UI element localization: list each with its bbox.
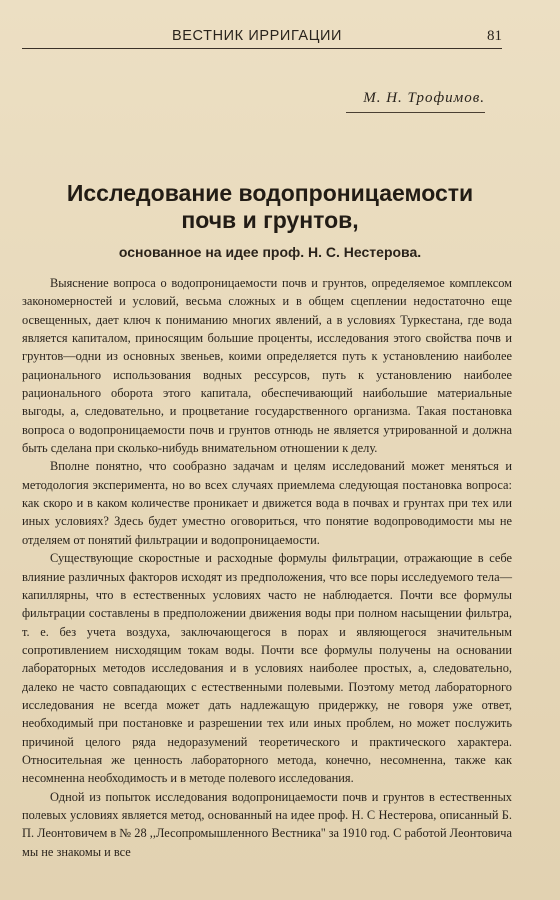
paragraph: Выяснение вопроса о водопроницаемости почв и грунтов, определяемое комплексом закономерностей и условий, весьма сложных и в общем сцеплении недостаточно еще освещенных, дает ключ к пониманию многих явлений, а в условиях Туркестана, где вода является капиталом, приносящим большие проценты, исследования этого свойства почв и грунтов—одни из основных звеньев, коими определяется путь к установлению наиболее рационального использования водных рессурсов, путь к установлению наиболее рационального оборота этого капитала, обеспечивающий наибольшие материальные выгоды, а, следовательно, и процветание государственного организма. Такая постановка вопроса о водопроницаемости почв и грунтов отнюдь не является утрированной и должна быть сделана при сколько-нибудь внимательном отношении к делу.: [22, 276, 512, 456]
article-title: [20, 180, 520, 234]
article-subtitle: основанное на идее проф. Н. С. Нестерова.: [118, 244, 422, 260]
title-line-1: Исследование водопроницаемости: [66, 180, 474, 206]
page-number: 81: [487, 28, 502, 44]
paragraph: Одной из попыток исследования водопроницаемости почв и грунтов в естественных полевых условиях является метод, основанный на идее проф. Н. С Нестерова, описанный Б. П. Леонтовичем в № 28 ,,Лесопромышленного Вестника'' за 1910 год. С работой Леонтовича мы не знакомы и все: [22, 789, 512, 859]
journal-title: ВЕСТНИК ИРРИГАЦИИ: [172, 28, 343, 44]
paragraph: Существующие скоростные и расходные формулы фильтрации, отражающие в себе влияние различных факторов исходят из предположения, что все поры исследуемого тела—капиллярны, что в естественных условиях часто не наблюдается. Почти все формулы фильтрации составлены в предположении движения воды при полном насыщении фильтра, т. е. без учета воздуха, заключающегося в порах и являющегося значительным сопротивлением нисходящим токам воды. Почти все формулы получены на основании лабораторных методов исследования и в условиях наиболее простых, а, следовательно, далеко не часто совпадающих с естественными полевыми. Поэтому метод лабораторного исследования не всегда может дать надлежащую придержку, не говоря уже ответ, необходимый при постановке и разрешении тех или иных проблем, но может послужить причиной целого ряда недоразумений теоретического и практического характера. Относительная же ценность лабораторного метода, конечно, несомненна, также как несомненна необходимость и в методе полевого исследования.: [22, 551, 512, 786]
article-body: [22, 274, 512, 861]
paragraph: Вполне понятно, что сообразно задачам и целям исследований может меняться и методология эксперимента, но во всех случаях приемлема следующая постановка вопроса: как скоро и в каком количестве проникает и движется вода в почвах и грунтах при тех или иных условиях? Здесь будет уместно оговориться, что понятие водопроводимости мы не отделяем от понятий фильтрации и водопроницаемости.: [22, 459, 512, 547]
author-underline: [346, 112, 485, 113]
header-rule: [22, 48, 502, 49]
title-line-2: почв и грунтов,: [181, 207, 359, 233]
author-name: М. Н. Трофимов.: [363, 90, 485, 106]
running-header: [22, 28, 502, 50]
